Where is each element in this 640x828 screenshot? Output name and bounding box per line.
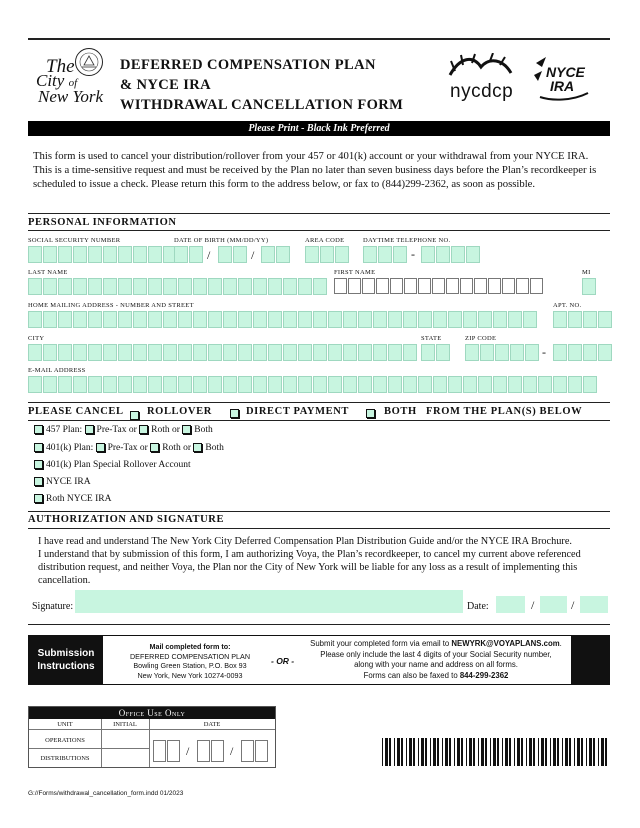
mail-heading: Mail completed form to: — [149, 642, 231, 651]
submission-label-1: Submission — [37, 648, 95, 659]
plan-457-roth-checkbox[interactable] — [139, 425, 148, 434]
auth-paragraph-2: I understand that by submission of this form, I am authorizing Voya, the Plan’s recordkeeper, to cancel my current above referenced distribution request, and neither Voya, the Plan nor the City of New York will be liable for any loss as a result of implementing this cancellation. — [38, 549, 581, 586]
date-label: Date: — [467, 601, 489, 612]
cancel-suffix: FROM THE PLAN(S) BELOW — [426, 406, 583, 417]
last-name-field[interactable] — [28, 278, 328, 295]
first-name-label: FIRST NAME — [334, 269, 376, 276]
title-line3: WITHDRAWAL CANCELLATION FORM — [120, 97, 404, 113]
signature-field[interactable] — [75, 590, 463, 613]
mail-line-3: New York, New York 10274-0093 — [137, 670, 243, 680]
phone-line-field[interactable] — [421, 246, 481, 263]
office-col-initial: INITIAL — [113, 721, 137, 728]
submission-right-bar — [571, 636, 609, 684]
zip-dash: - — [542, 345, 546, 359]
ira-logo-text: IRA — [550, 78, 575, 94]
email-label: E-MAIL ADDRESS — [28, 367, 86, 374]
signature-label: Signature: — [32, 601, 74, 612]
both-label: BOTH — [384, 406, 417, 417]
email-line-1: Submit your completed form via email to NEWYRK@VOYAPLANS.com. — [310, 639, 562, 648]
city-logo-city: City of — [36, 71, 78, 90]
office-row-distributions: DISTRIBUTIONS — [40, 755, 90, 762]
apt-label: APT. NO. — [553, 302, 582, 309]
special-rollover-row — [34, 460, 191, 470]
city-logo — [34, 56, 109, 106]
rule-auth-bottom — [28, 528, 610, 529]
ssn-field[interactable] — [28, 246, 178, 263]
date-year-field[interactable] — [580, 596, 608, 613]
city-label: CITY — [28, 335, 45, 342]
or-text: or — [139, 443, 148, 453]
rule-cancel-top — [28, 402, 610, 403]
print-banner-text: Please Print - Black Ink Preferred — [248, 123, 390, 134]
plan-401k-row — [34, 443, 224, 453]
rollover-label: ROLLOVER — [147, 406, 212, 417]
plan-457-checkbox[interactable] — [34, 425, 43, 434]
plan-401k-pretax-label: Pre-Tax — [107, 443, 138, 453]
dob-slash-1: / — [207, 248, 211, 262]
ssn-label: SOCIAL SECURITY NUMBER — [28, 237, 121, 244]
rule-submission-top — [28, 624, 610, 625]
address-label: HOME MAILING ADDRESS - NUMBER AND STREET — [28, 302, 194, 309]
plan-457-pretax-checkbox[interactable] — [85, 425, 94, 434]
state-label: STATE — [421, 335, 442, 342]
mail-instructions — [115, 642, 265, 680]
nyce-ira-label: NYCE IRA — [46, 477, 91, 487]
plan-401k-roth-label: Roth — [162, 443, 181, 453]
dob-label: DATE OF BIRTH (MM/DD/YY) — [174, 237, 269, 244]
office-date-day[interactable] — [197, 740, 225, 762]
footer-text: G://Forms/withdrawal_cancellation_form.indd 01/2023 — [28, 790, 184, 797]
office-date-slash-1: / — [186, 744, 190, 758]
state-field[interactable] — [421, 344, 451, 361]
plan-457-both-label: Both — [194, 425, 213, 435]
mi-field[interactable] — [582, 278, 597, 295]
phone-label: DAYTIME TELEPHONE NO. — [363, 237, 451, 244]
office-row-operations: OPERATIONS — [45, 737, 85, 744]
city-logo-the: The — [46, 56, 75, 77]
dob-day-field[interactable] — [218, 246, 248, 263]
phone-prefix-field[interactable] — [363, 246, 408, 263]
date-day-field[interactable] — [540, 596, 567, 613]
plan-401k-label: 401(k) Plan: — [46, 443, 94, 453]
zip-label: ZIP CODE — [465, 335, 497, 342]
office-use-title: Office Use Only — [29, 707, 275, 719]
office-col-date: DATE — [203, 721, 221, 728]
or-text: or — [172, 425, 180, 435]
plan-457-both-checkbox[interactable] — [182, 425, 191, 434]
first-name-field[interactable] — [334, 278, 544, 294]
dob-month-field[interactable] — [174, 246, 204, 263]
nycdcp-logo-text: nycdcp — [450, 81, 514, 102]
nyce-ira-checkbox[interactable] — [34, 477, 43, 486]
roth-nyce-ira-row — [34, 494, 111, 504]
city-logo-ny: New York — [38, 87, 104, 106]
date-slash-2: / — [571, 598, 575, 612]
nyce-ira-row — [34, 477, 91, 487]
submission-email-link[interactable]: NEWYRK@VOYAPLANS.com — [451, 639, 560, 648]
email-instructions — [305, 639, 567, 681]
office-date-year[interactable] — [241, 740, 269, 762]
nyce-logo-text: NYCE — [546, 64, 585, 80]
mi-label: MI — [582, 269, 591, 276]
last-name-label: LAST NAME — [28, 269, 68, 276]
apt-field[interactable] — [553, 311, 613, 328]
address-field[interactable] — [28, 311, 538, 328]
dob-year-field[interactable] — [261, 246, 291, 263]
office-date-slash-2: / — [230, 744, 234, 758]
title-line1: DEFERRED COMPENSATION PLAN — [120, 57, 376, 73]
auth-paragraph-1: I have read and understand The New York City Deferred Compensation Plan Distribution Guide and/or the NYCE IRA Brochure. — [38, 536, 572, 547]
email-line-3: along with your name and address on all forms. — [354, 660, 518, 669]
plan-457-label: 457 Plan: — [46, 425, 83, 435]
zip-field[interactable] — [465, 344, 540, 361]
or-text: or — [128, 425, 137, 435]
or-divider: - OR - — [271, 656, 295, 666]
date-slash-1: / — [531, 598, 535, 612]
fax-line: Forms can also be faxed to 844-299-2362 — [363, 670, 509, 680]
cancel-prefix: PLEASE CANCEL — [28, 406, 124, 417]
auth-text — [38, 535, 598, 587]
office-date-month[interactable] — [153, 740, 181, 762]
rule-cancel-bottom — [28, 420, 610, 421]
auth-heading: AUTHORIZATION AND SIGNATURE — [28, 514, 225, 525]
rule-auth-top — [28, 511, 610, 512]
mail-line-1: DEFERRED COMPENSATION PLAN — [129, 651, 251, 661]
submission-label-box — [29, 636, 103, 684]
office-col-unit: UNIT — [57, 721, 73, 728]
plan-457-pretax-label: Pre-Tax — [96, 425, 127, 435]
fax-number: 844-299-2362 — [459, 670, 509, 680]
intro-text: This form is used to cancel your distribution/rollover from your 457 or 401(k) account or your withdrawal from your NYCE IRA. This is a time-sensitive request and must be received by the Plan no later than seven business days before the Plan’s recordkeeper is scheduled to issue a check. Please return this form to the address below, or fax to (844)299-2362, as soon as possible. — [33, 150, 597, 190]
title-line2: & NYCE IRA — [120, 77, 211, 93]
top-rule — [28, 38, 610, 40]
special-rollover-checkbox[interactable] — [34, 460, 43, 469]
email-line-2: Please only include the last 4 digits of your Social Security number, — [320, 649, 552, 659]
zip-plus4-field[interactable] — [553, 344, 613, 361]
rule-personal-bottom — [28, 230, 610, 231]
dob-slash-2: / — [251, 248, 255, 262]
date-month-field[interactable] — [496, 596, 525, 613]
barcode-icon — [382, 738, 610, 766]
submission-block — [28, 635, 610, 685]
print-banner — [28, 121, 610, 136]
roth-nyce-ira-checkbox[interactable] — [34, 494, 43, 503]
form-title — [120, 55, 403, 115]
submission-label-2: Instructions — [37, 661, 95, 672]
mail-line-2: Bowling Green Station, P.O. Box 93 — [133, 661, 247, 670]
area-code-field[interactable] — [305, 246, 350, 263]
plan-401k-both-checkbox[interactable] — [193, 443, 202, 452]
or-text: or — [183, 443, 191, 453]
personal-heading: PERSONAL INFORMATION — [28, 217, 177, 228]
rollover-checkbox[interactable] — [130, 406, 142, 424]
plan-401k-checkbox[interactable] — [34, 443, 43, 452]
plan-401k-pretax-checkbox[interactable] — [96, 443, 105, 452]
direct-payment-label: DIRECT PAYMENT — [246, 406, 350, 417]
rule-personal-top — [28, 213, 610, 214]
email-field[interactable] — [28, 376, 598, 393]
plan-401k-both-label: Both — [205, 443, 224, 453]
plan-457-row — [34, 425, 213, 435]
phone-dash: - — [411, 247, 415, 261]
plan-457-roth-label: Roth — [151, 425, 170, 435]
plan-401k-roth-checkbox[interactable] — [150, 443, 159, 452]
roth-nyce-ira-label: Roth NYCE IRA — [46, 494, 112, 504]
city-field[interactable] — [28, 344, 418, 361]
special-rollover-label: 401(k) Plan Special Rollover Account — [46, 460, 191, 470]
office-use-table — [28, 706, 276, 768]
area-code-label: AREA CODE — [305, 237, 345, 244]
